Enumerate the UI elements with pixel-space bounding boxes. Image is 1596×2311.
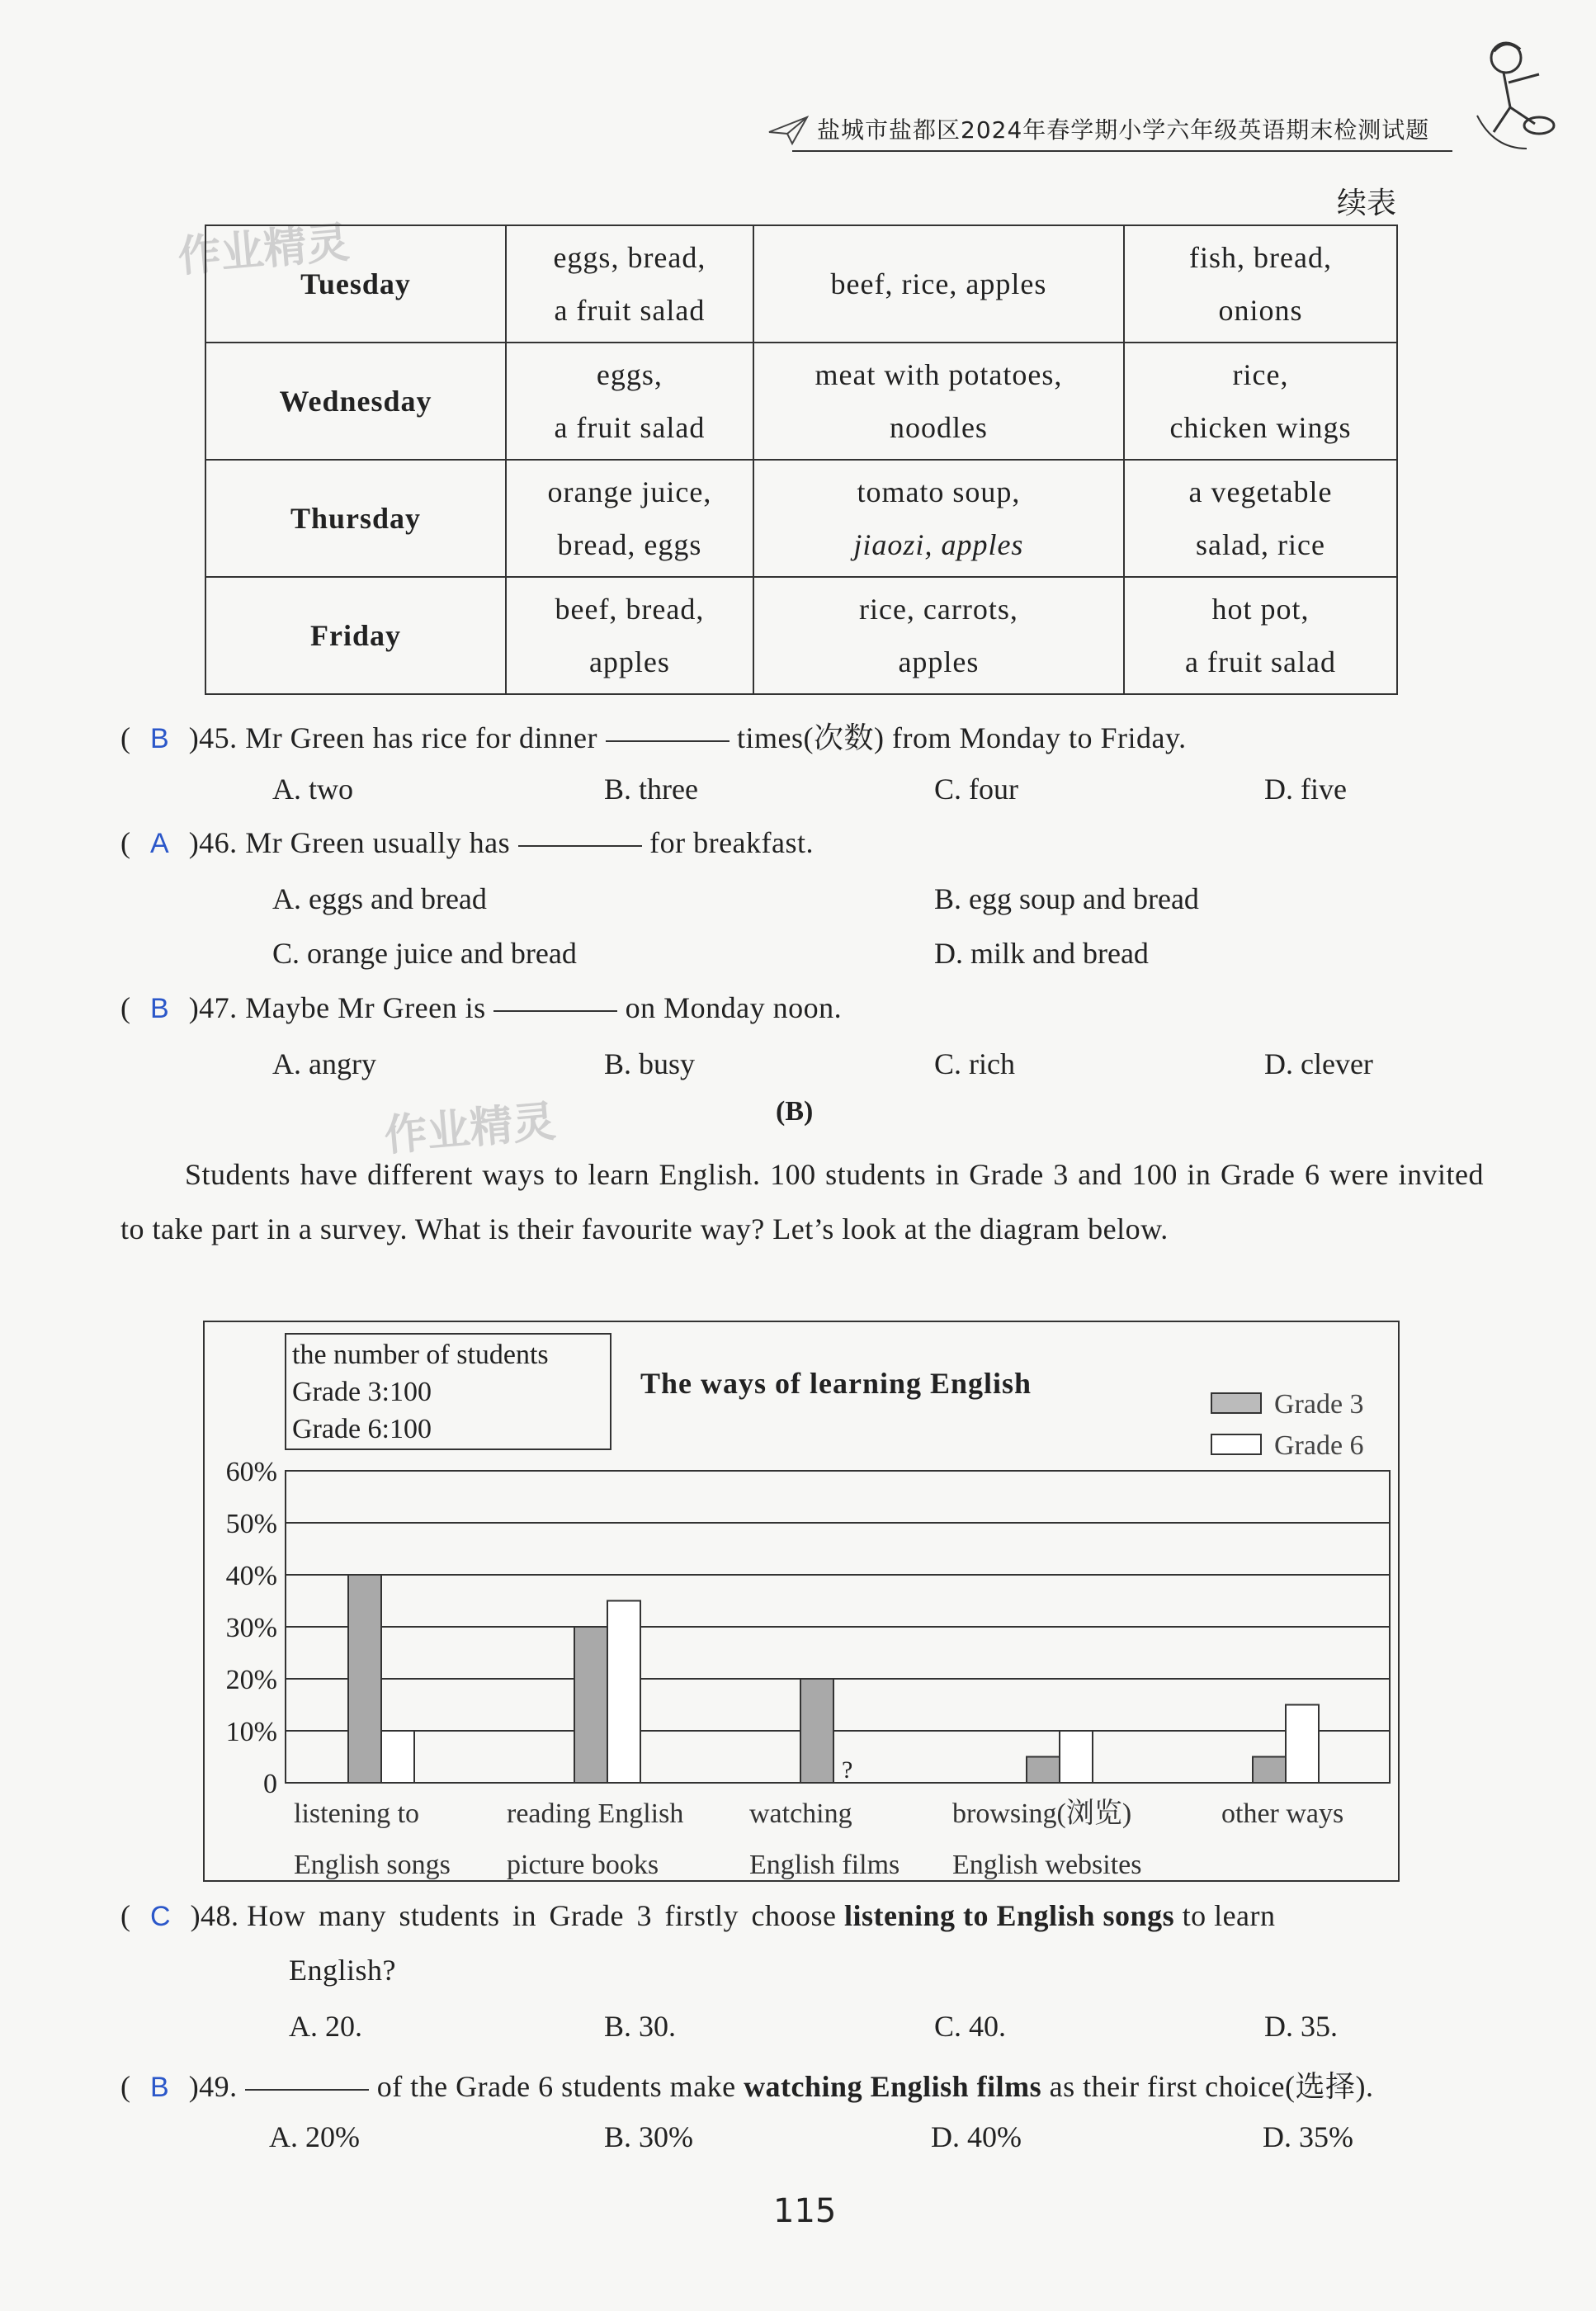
option-47-c: C. rich bbox=[934, 1047, 1015, 1080]
page-number: 115 bbox=[773, 2192, 837, 2230]
bar-grade6 bbox=[381, 1731, 414, 1783]
menu-dinner-line: salad, rice bbox=[1196, 528, 1325, 561]
question-48-text: How many students in Grade 3 firstly choose bbox=[247, 1899, 837, 1932]
option-48-b: B. 30. bbox=[604, 2010, 677, 2043]
bar-grade3 bbox=[1253, 1757, 1286, 1784]
continued-label: 续表 bbox=[1337, 187, 1397, 220]
menu-row bbox=[205, 343, 1397, 460]
answer-45: B bbox=[150, 723, 170, 754]
question-45-text-end: times(次数) from Monday to Friday. bbox=[737, 721, 1187, 754]
answer-blank bbox=[518, 844, 642, 847]
option-47-b: B. busy bbox=[604, 1047, 696, 1080]
option-47-a: A. angry bbox=[272, 1047, 376, 1080]
question-48 bbox=[120, 1898, 1276, 1933]
menu-day: Thursday bbox=[205, 460, 506, 577]
question-46-text: Mr Green usually has bbox=[245, 826, 511, 859]
question-47-text-end: on Monday noon. bbox=[625, 991, 843, 1024]
question-49-bold: watching English films bbox=[744, 2070, 1042, 2103]
option-46-c: C. orange juice and bread bbox=[272, 937, 577, 970]
question-47 bbox=[120, 990, 842, 1025]
bar-grade6 bbox=[607, 1601, 640, 1784]
option-45-b: B. three bbox=[604, 773, 698, 806]
y-tick-label: 60% bbox=[225, 1457, 277, 1487]
bar-grade3 bbox=[800, 1679, 833, 1783]
option-48-c: C. 40. bbox=[934, 2010, 1007, 2043]
answer-48: C bbox=[150, 1901, 172, 1932]
option-45-d: D. five bbox=[1264, 773, 1347, 806]
bar-chart bbox=[203, 1321, 1400, 1882]
menu-breakfast bbox=[506, 343, 753, 460]
y-tick-label: 0 bbox=[263, 1769, 277, 1799]
watermark: 作业精灵 bbox=[176, 220, 352, 281]
header-rule bbox=[792, 150, 1452, 152]
y-tick-label: 40% bbox=[225, 1561, 277, 1591]
answer-47: B bbox=[150, 993, 170, 1024]
paren-open: ( bbox=[120, 1899, 131, 1932]
option-48-d: D. 35. bbox=[1264, 2010, 1338, 2043]
menu-dinner-line: chicken wings bbox=[1169, 411, 1352, 444]
menu-breakfast-line: a fruit salad bbox=[554, 411, 706, 444]
menu-row bbox=[205, 577, 1397, 694]
question-49 bbox=[120, 2063, 1374, 2105]
menu-lunch bbox=[753, 225, 1124, 343]
menu-day: Friday bbox=[205, 577, 506, 694]
y-tick-label: 20% bbox=[225, 1665, 277, 1695]
menu-lunch-line: apples bbox=[898, 645, 980, 678]
legend-label-grade6: Grade 6 bbox=[1274, 1430, 1364, 1461]
x-category-label: other ways bbox=[1221, 1798, 1344, 1829]
menu-day: Wednesday bbox=[205, 343, 506, 460]
question-46-text-end: for breakfast. bbox=[649, 826, 815, 859]
x-category-label: watching bbox=[749, 1798, 852, 1829]
question-49-text-end: as their first choice(选择). bbox=[1049, 2070, 1374, 2103]
y-tick-label: 10% bbox=[225, 1717, 277, 1747]
menu-lunch-line: tomato soup, bbox=[857, 475, 1021, 508]
y-tick-label: 50% bbox=[225, 1509, 277, 1539]
question-45 bbox=[120, 715, 1187, 757]
question-49-text: of the Grade 6 students make bbox=[376, 2070, 736, 2103]
bar-grade6 bbox=[1060, 1731, 1093, 1783]
menu-dinner bbox=[1124, 577, 1397, 694]
x-category-label: browsing(浏览) bbox=[952, 1798, 1132, 1829]
question-47-number: )47. bbox=[188, 991, 238, 1024]
x-category-label: reading English bbox=[507, 1798, 684, 1829]
question-46-number: )46. bbox=[188, 826, 238, 859]
menu-dinner bbox=[1124, 343, 1397, 460]
option-45-c: C. four bbox=[934, 773, 1018, 806]
paren-open: ( bbox=[120, 991, 131, 1024]
question-48-line2: English? bbox=[289, 1954, 396, 1987]
answer-46: A bbox=[150, 828, 170, 859]
menu-breakfast bbox=[506, 225, 753, 343]
menu-table bbox=[205, 224, 1398, 695]
option-46-b: B. egg soup and bread bbox=[934, 882, 1199, 915]
legend-swatch-grade3 bbox=[1211, 1393, 1261, 1413]
bar-chart-svg bbox=[205, 1322, 1398, 1880]
menu-lunch-line: meat with potatoes, bbox=[815, 358, 1063, 391]
question-48-bold: listening to English songs bbox=[843, 1899, 1175, 1932]
menu-lunch bbox=[753, 343, 1124, 460]
menu-breakfast-line: orange juice, bbox=[547, 475, 712, 508]
info-box-line: the number of students bbox=[292, 1340, 549, 1370]
question-46 bbox=[120, 825, 814, 860]
option-47-d: D. clever bbox=[1264, 1047, 1373, 1080]
legend-label-grade3: Grade 3 bbox=[1274, 1389, 1364, 1420]
watermark: 作业精灵 bbox=[382, 1099, 558, 1160]
menu-dinner-line: hot pot, bbox=[1211, 593, 1310, 626]
info-box-line: Grade 3:100 bbox=[292, 1377, 432, 1407]
x-category-label: listening to bbox=[294, 1798, 420, 1829]
header-title: 盐城市盐都区2024年春学期小学六年级英语期末检测试题 bbox=[817, 116, 1430, 144]
unknown-value-marker: ? bbox=[842, 1756, 853, 1784]
menu-breakfast-line: apples bbox=[588, 645, 670, 678]
menu-dinner-line: rice, bbox=[1232, 358, 1289, 391]
passage-text: Students have different ways to learn English. 100 students in Grade 3 and 100 in Grade 6 were invited to take part in a survey. What is their favourite way? Let’s look at the diagram below. bbox=[120, 1158, 1484, 1245]
question-45-number: )45. bbox=[188, 721, 238, 754]
paren-open: ( bbox=[120, 721, 131, 754]
option-49-d: D. 35% bbox=[1263, 2120, 1353, 2153]
option-48-a: A. 20. bbox=[289, 2010, 362, 2043]
answer-blank bbox=[245, 2088, 369, 2091]
menu-lunch-line: noodles bbox=[889, 411, 988, 444]
paren-open: ( bbox=[120, 826, 131, 859]
question-45-text: Mr Green has rice for dinner bbox=[245, 721, 598, 754]
bar-grade3 bbox=[1027, 1757, 1060, 1784]
menu-breakfast bbox=[506, 577, 753, 694]
option-45-a: A. two bbox=[272, 773, 353, 806]
menu-lunch bbox=[753, 577, 1124, 694]
legend-swatch-grade6 bbox=[1211, 1434, 1261, 1454]
option-49-a: A. 20% bbox=[269, 2120, 360, 2153]
menu-breakfast-line: a fruit salad bbox=[554, 294, 706, 327]
menu-row bbox=[205, 460, 1397, 577]
answer-blank bbox=[606, 740, 730, 742]
menu-dinner-line: fish, bread, bbox=[1189, 241, 1332, 274]
question-49-number: )49. bbox=[188, 2070, 238, 2103]
question-47-text: Maybe Mr Green is bbox=[245, 991, 486, 1024]
section-b-heading: (B) bbox=[776, 1096, 814, 1127]
option-49-b: B. 30% bbox=[604, 2120, 693, 2153]
bar-grade3 bbox=[348, 1575, 381, 1783]
chart-title: The ways of learning English bbox=[640, 1367, 1032, 1400]
menu-dinner-line: a fruit salad bbox=[1185, 645, 1336, 678]
x-category-label: English songs bbox=[294, 1850, 451, 1880]
option-46-a: A. eggs and bread bbox=[272, 882, 487, 915]
x-category-label: English websites bbox=[952, 1850, 1142, 1880]
option-49-c: D. 40% bbox=[931, 2120, 1022, 2153]
paper-plane-icon bbox=[767, 114, 809, 147]
answer-49: B bbox=[150, 2072, 170, 2103]
bar-grade3 bbox=[574, 1627, 607, 1783]
menu-breakfast-line: eggs, bbox=[596, 358, 663, 391]
question-48-text-end: to learn bbox=[1182, 1899, 1276, 1932]
x-category-label: picture books bbox=[507, 1850, 659, 1880]
mascot-icon bbox=[1461, 33, 1560, 157]
menu-lunch bbox=[753, 460, 1124, 577]
menu-dinner bbox=[1124, 460, 1397, 577]
info-box-line: Grade 6:100 bbox=[292, 1414, 432, 1444]
answer-blank bbox=[493, 1009, 617, 1012]
menu-dinner bbox=[1124, 225, 1397, 343]
menu-dinner-line: onions bbox=[1218, 294, 1303, 327]
option-46-d: D. milk and bread bbox=[934, 937, 1149, 970]
question-48-number: )48. bbox=[190, 1899, 239, 1932]
menu-lunch-line: beef, rice, apples bbox=[830, 267, 1047, 300]
menu-breakfast-line: eggs, bread, bbox=[553, 241, 706, 274]
menu-lunch-line: jiaozi, apples bbox=[853, 528, 1024, 561]
menu-breakfast-line: bread, eggs bbox=[557, 528, 702, 561]
y-tick-label: 30% bbox=[225, 1613, 277, 1643]
menu-dinner-line: a vegetable bbox=[1188, 475, 1333, 508]
menu-breakfast bbox=[506, 460, 753, 577]
menu-breakfast-line: beef, bread, bbox=[555, 593, 705, 626]
paren-open: ( bbox=[120, 2070, 131, 2103]
bar-grade6 bbox=[1286, 1705, 1319, 1784]
x-category-label: English films bbox=[749, 1850, 900, 1880]
menu-row bbox=[205, 225, 1397, 343]
menu-lunch-line: rice, carrots, bbox=[858, 593, 1018, 626]
menu-day: Tuesday bbox=[205, 225, 506, 343]
